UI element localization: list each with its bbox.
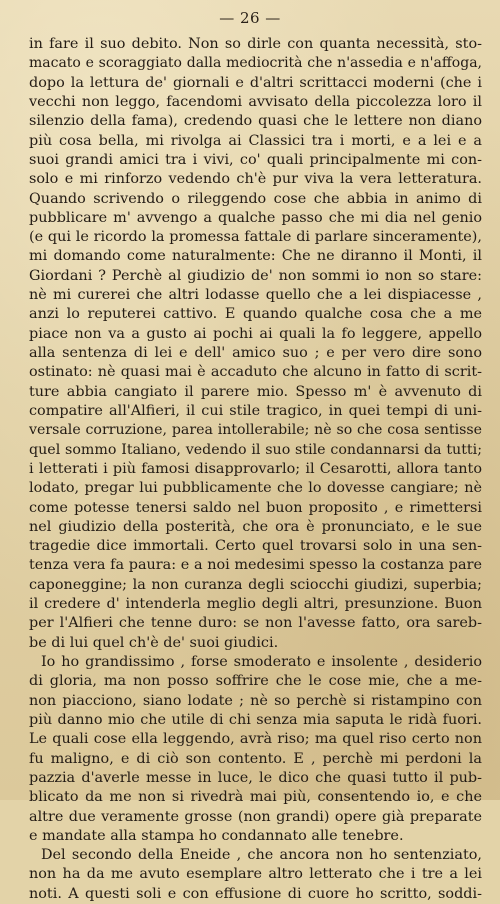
text-line: caponeggine; la non curanza degli sciocchi giudizi, superbia; bbox=[29, 576, 482, 593]
body-text bbox=[29, 35, 482, 904]
text-line: non piacciono, siano lodate ; nè so perchè si ristampino con bbox=[29, 692, 482, 709]
text-line: Giordani ? Perchè al giudizio de' non sommi io non so stare: bbox=[29, 267, 482, 284]
text-line: versale corruzione, parea intollerabile; nè so che cosa sentisse bbox=[29, 422, 482, 439]
text-line: fu maligno, e di ciò son contento. E , perchè mi perdoni la bbox=[29, 750, 482, 767]
text-line: mi domando come naturalmente: Che ne diranno il Monti, il bbox=[29, 248, 482, 265]
text-line: suoi grandi amici tra i vivi, co' quali principalmente mi con- bbox=[29, 151, 482, 168]
text-line: altre due veramente grosse (non grandi) opere già preparate bbox=[29, 808, 482, 825]
text-line: nel giudizio della posterità, che ora è pronunciato, e le sue bbox=[29, 518, 482, 535]
text-line: quel sommo Italiano, vedendo il suo stile condannarsi da tutti; bbox=[29, 441, 482, 458]
text-line: tragedie dice immortali. Certo quel trovarsi solo in una sen- bbox=[29, 538, 482, 555]
text-line: alla sentenza di lei e dell' amico suo ; e per vero dire sono bbox=[29, 345, 482, 361]
text-line: blicato da me non si rivedrà mai più, consentendo io, e che bbox=[29, 789, 482, 806]
text-line: e mandate alla stampa ho condannato alle tenebre. bbox=[29, 827, 404, 844]
text-line: Io ho grandissimo , forse smoderato e insolente , desiderio bbox=[41, 654, 482, 670]
text-line: più danno mio che utile di chi senza mia saputa le ridà fuori. bbox=[29, 711, 482, 728]
text-line: (e qui le ricordo la promessa fattale di parlare sinceramente), bbox=[29, 229, 482, 246]
text-line: Le quali cose ella leggendo, avrà riso; ma quel riso certo non bbox=[29, 731, 482, 748]
text-line: silenzio della fama), credendo quasi che le lettere non diano bbox=[29, 113, 482, 130]
text-line: pazzia d'averle messe in luce, le dico che quasi tutto il pub- bbox=[29, 769, 482, 786]
text-line: be di lui quel ch'è de' suoi giudici. bbox=[29, 634, 279, 651]
text-line: macato e scoraggiato dalla mediocrità che n'assedia e n'affoga, bbox=[29, 55, 482, 72]
text-line: Quando scrivendo o rileggendo cose che abbia in animo di bbox=[29, 190, 482, 207]
text-line: solo e mi rinforzo vedendo ch'è pur viva la vera letteratura. bbox=[29, 171, 482, 188]
text-line: di gloria, ma non posso soffrire che le cose mie, che a me- bbox=[29, 673, 482, 690]
text-line: in fare il suo debito. Non so dirle con quanta necessità, sto- bbox=[29, 36, 482, 52]
text-line: noti. A questi soli e con effusione di cuore ho scritto, soddi- bbox=[29, 885, 482, 902]
text-line: tenza vera fa paura: e a noi medesimi spesso la costanza pare bbox=[29, 557, 482, 574]
text-line: piace non va a gusto ai pochi ai quali la fo leggere, appello bbox=[29, 325, 482, 342]
text-line: vecchi non leggo, facendomi avvisato della piccolezza loro il bbox=[29, 93, 482, 110]
text-line: dopo la lettura de' giornali e d'altri scrittacci moderni (che i bbox=[29, 74, 482, 91]
text-line: per l'Alfieri che tenne duro: se non l'avesse fatto, ora sareb- bbox=[29, 615, 482, 632]
text-line: non ha da me avuto esemplare altro letterato che i tre a lei bbox=[29, 866, 482, 883]
text-line: i letterati i più famosi disapprovarlo; il Cesarotti, allora tanto bbox=[29, 460, 482, 477]
page-number: — 26 — bbox=[219, 9, 281, 27]
text-line: ture abbia cangiato il parere mio. Spesso m' è avvenuto di bbox=[29, 383, 482, 400]
text-line: più cosa bella, mi rivolga ai Classici tra i morti, e a lei e a bbox=[29, 132, 482, 149]
text-line: lodato, pregar lui pubblicamente che lo dovesse cangiare; nè bbox=[29, 480, 482, 497]
text-line: pubblicare m' avvengo a qualche passo che mi dia nel genio bbox=[29, 209, 482, 226]
text-line: ostinato: nè quasi mai è accaduto che alcuno in fatto di scrit- bbox=[29, 364, 482, 381]
text-line: Del secondo della Eneide , che ancora non ho sentenziato, bbox=[41, 847, 482, 864]
text-line: anzi lo reputerei cattivo. E quando qualche cosa che a me bbox=[29, 306, 482, 323]
text-line: come potesse tenersi saldo nel buon proposito , e rimettersi bbox=[29, 499, 482, 516]
text-line: nè mi curerei che altri lodasse quello che a lei dispiacesse , bbox=[29, 287, 482, 304]
text-line: compatire all'Alfieri, il cui stile tragico, in quei tempi di uni- bbox=[29, 402, 482, 419]
text-line: il credere d' intenderla meglio degli altri, presunzione. Buon bbox=[29, 596, 482, 613]
